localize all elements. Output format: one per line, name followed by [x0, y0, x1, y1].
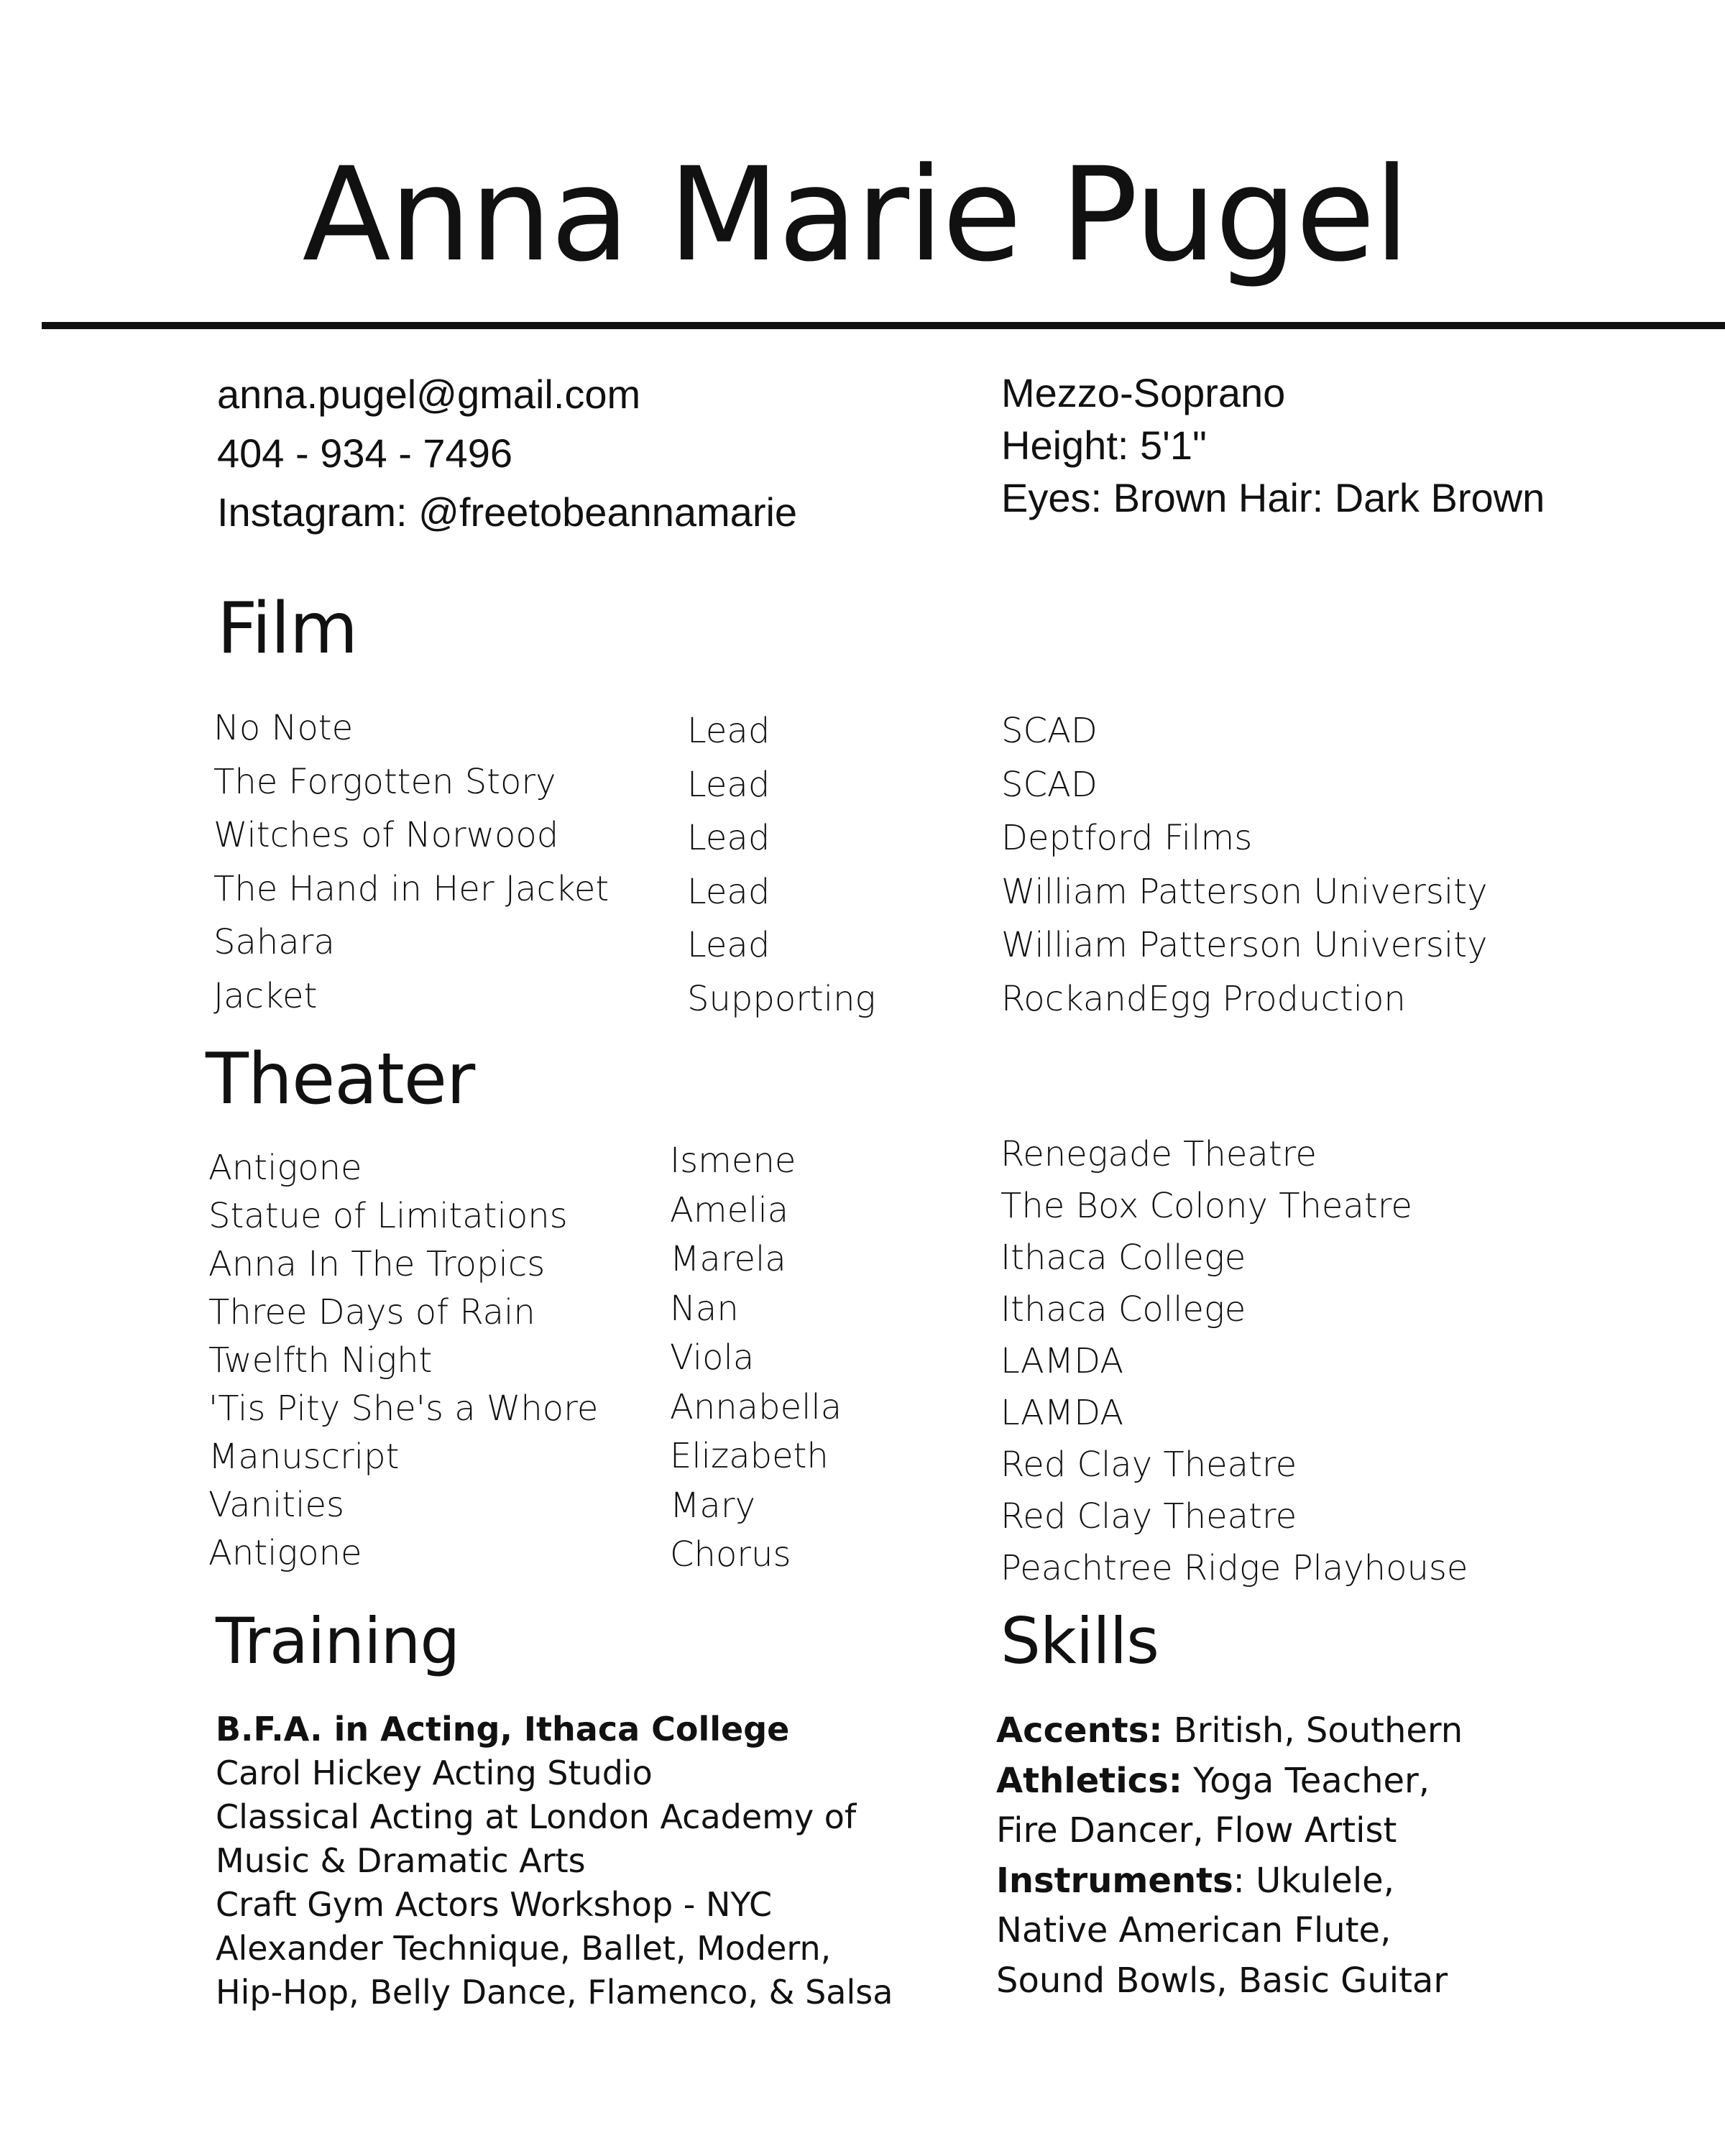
theater-role: Annabella: [670, 1386, 842, 1427]
theater-title: 'Tis Pity She's a Whore: [208, 1388, 599, 1429]
theater-company: Renegade Theatre: [1000, 1134, 1317, 1174]
skills-list: [996, 1706, 1463, 2006]
film-title: Jacket: [213, 975, 318, 1016]
film-company: RockandEgg Production: [1001, 978, 1406, 1019]
film-company: SCAD: [1001, 711, 1098, 751]
theater-company: Red Clay Theatre: [1000, 1445, 1297, 1485]
contact-info: [217, 365, 797, 542]
skill-value: Fire Dancer, Flow Artist: [996, 1810, 1397, 1851]
skill-value: Yoga Teacher,: [1182, 1760, 1430, 1801]
theater-title: Antigone: [208, 1533, 362, 1573]
degree: B.F.A. in Acting, Ithaca College: [216, 1710, 790, 1749]
theater-titles: [208, 1144, 598, 1577]
theater-title: Vanities: [208, 1485, 344, 1525]
film-role: Lead: [687, 871, 770, 912]
theater-role: Chorus: [670, 1534, 791, 1575]
eyes-hair: Eyes: Brown Hair: Dark Brown: [1001, 475, 1545, 520]
theater-role: Elizabeth: [670, 1436, 829, 1476]
theater-company: Ithaca College: [1000, 1238, 1246, 1278]
skills-heading: Skills: [1000, 1604, 1159, 1678]
theater-title: Twelfth Night: [208, 1340, 433, 1381]
film-role: Lead: [687, 818, 770, 858]
theater-company: Peachtree Ridge Playhouse: [1000, 1548, 1468, 1588]
film-company: William Patterson University: [1001, 871, 1488, 912]
theater-title: Antigone: [208, 1148, 362, 1188]
film-company: Deptford Films: [1001, 818, 1253, 858]
film-heading: Film: [217, 588, 358, 670]
film-role: Lead: [687, 764, 770, 805]
theater-company: Red Clay Theatre: [1000, 1496, 1297, 1537]
theater-title: Manuscript: [208, 1437, 400, 1477]
theater-role: Nan: [670, 1288, 739, 1329]
theater-title: Three Days of Rain: [208, 1292, 535, 1332]
skill-label: Instruments: [996, 1860, 1233, 1901]
skill-value: British, Southern: [1162, 1710, 1463, 1751]
skill-label: Accents:: [996, 1710, 1163, 1751]
film-title: Sahara: [213, 922, 335, 962]
film-title: The Hand in Her Jacket: [213, 868, 610, 909]
training-item: Music & Dramatic Arts: [216, 1841, 586, 1880]
skill-label: Athletics:: [996, 1760, 1182, 1801]
training-item: Hip-Hop, Belly Dance, Flamenco, & Salsa: [216, 1973, 893, 2012]
film-companies: [1001, 704, 1487, 1026]
training-item: Craft Gym Actors Workshop - NYC: [216, 1885, 773, 1924]
theater-company: Ithaca College: [1000, 1289, 1246, 1330]
film-role: Lead: [687, 925, 770, 965]
theater-company: The Box Colony Theatre: [1000, 1186, 1412, 1226]
theater-roles: [670, 1136, 842, 1580]
skill-value: Sound Bowls, Basic Guitar: [996, 1960, 1448, 2001]
height: Height: 5'1": [1001, 423, 1207, 468]
film-title: No Note: [213, 708, 354, 748]
theater-company: LAMDA: [1000, 1341, 1124, 1381]
skill-instruments: [996, 1856, 1463, 1907]
film-role: Lead: [687, 711, 770, 751]
film-title: The Forgotten Story: [213, 761, 556, 802]
film-company: SCAD: [1001, 764, 1098, 805]
instagram[interactable]: Instagram: @freetobeannamarie: [217, 489, 798, 535]
training-item: Carol Hickey Acting Studio: [216, 1754, 653, 1792]
training-heading: Training: [216, 1604, 460, 1678]
theater-heading: Theater: [206, 1038, 475, 1120]
theater-role: Viola: [670, 1337, 755, 1378]
film-company: William Patterson University: [1001, 925, 1488, 965]
film-roles: [687, 704, 875, 1026]
film-title: Witches of Norwood: [213, 815, 559, 855]
voice-type: Mezzo-Soprano: [1001, 370, 1286, 415]
theater-role: Mary: [670, 1485, 755, 1526]
theater-companies: [1000, 1128, 1468, 1594]
skill-accents: [996, 1706, 1463, 1756]
theater-role: Amelia: [670, 1189, 789, 1230]
header-divider: [42, 322, 1725, 329]
training-item: Classical Acting at London Academy of: [216, 1797, 857, 1836]
theater-role: Ismene: [670, 1141, 796, 1181]
email[interactable]: anna.pugel@gmail.com: [217, 372, 641, 417]
theater-title: Statue of Limitations: [208, 1196, 568, 1236]
skill-athletics: [996, 1756, 1463, 1807]
skill-value: : Ukulele,: [1233, 1860, 1394, 1901]
training-list: [216, 1708, 893, 2014]
film-role: Supporting: [687, 978, 876, 1019]
physical-attributes: [1001, 367, 1545, 524]
film-titles: [213, 701, 609, 1023]
resume-name: Anna Marie Pugel: [302, 140, 1409, 290]
skill-value: Native American Flute,: [996, 1910, 1392, 1950]
theater-company: LAMDA: [1000, 1393, 1124, 1433]
theater-title: Anna In The Tropics: [208, 1244, 546, 1284]
training-item: Alexander Technique, Ballet, Modern,: [216, 1929, 832, 1968]
phone[interactable]: 404 - 934 - 7496: [217, 430, 512, 476]
theater-role: Marela: [670, 1239, 786, 1279]
